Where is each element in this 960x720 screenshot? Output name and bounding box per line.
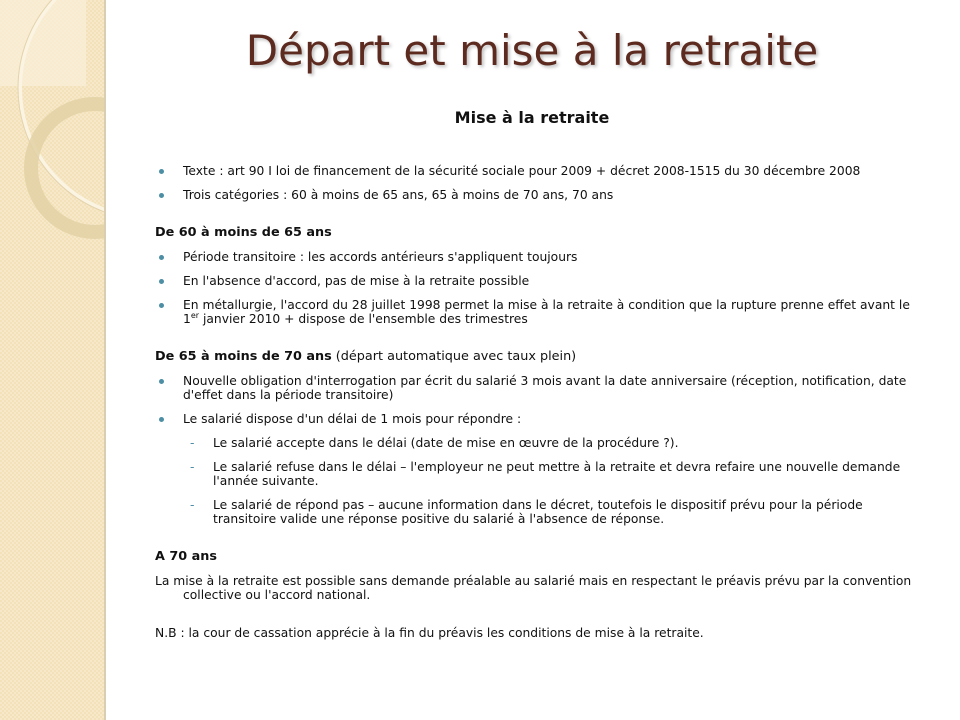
list-item	[155, 164, 925, 178]
dash-icon: -	[190, 498, 195, 512]
list-item-text: Le salarié dispose d'un délai de 1 mois pour répondre :	[183, 412, 522, 426]
list-item	[155, 374, 925, 402]
section-heading: De 60 à moins de 65 ans	[155, 225, 332, 240]
bullet-icon	[159, 193, 164, 198]
bullet-icon	[159, 279, 164, 284]
sub-list-item-text: Le salarié de répond pas – aucune information dans le décret, toutefois le dispositif prévu pour la période transitoire valide une réponse positive du salarié à l'absence de réponse.	[213, 498, 863, 526]
section-paragraph: La mise à la retraite est possible sans demande préalable au salarié mais en respectant le préavis prévu par la convention collective ou l'accord national.	[155, 574, 912, 602]
bullet-icon	[159, 255, 164, 260]
list-item-text: Période transitoire : les accords antérieurs s'appliquent toujours	[183, 250, 578, 264]
list-item	[155, 250, 925, 264]
slide-subtitle: Mise à la retraite	[454, 108, 610, 127]
decorative-circles-icon	[0, 0, 104, 720]
list-item-text: Texte : art 90 I loi de financement de la sécurité sociale pour 2009 + décret 2008-1515 du 30 décembre 2008	[183, 164, 861, 178]
list-item	[155, 298, 925, 326]
sub-list-item-text: Le salarié refuse dans le délai – l'employeur ne peut mettre à la retraite et devra refaire une nouvelle demande l'année suivante.	[213, 460, 901, 488]
bullet-icon	[159, 169, 164, 174]
list-item	[155, 274, 925, 288]
list-item-text: En métallurgie, l'accord du 28 juillet 1998 permet la mise à la retraite à condition que la rupture prenne effet avant le 1er janvier 2010 + dispose de l'ensemble des trimestres	[183, 298, 910, 326]
list-item-text: Trois catégories : 60 à moins de 65 ans, 65 à moins de 70 ans, 70 ans	[183, 188, 614, 202]
bullet-icon	[159, 417, 164, 422]
dash-icon: -	[190, 436, 195, 450]
bullet-icon	[159, 379, 164, 384]
decorative-sidebar	[0, 0, 106, 720]
section-heading: De 65 à moins de 70 ans (départ automatique avec taux plein)	[155, 349, 577, 364]
footnote: N.B : la cour de cassation apprécie à la fin du préavis les conditions de mise à la retraite.	[155, 626, 704, 640]
dash-icon: -	[190, 460, 195, 474]
list-item	[155, 412, 925, 426]
section-heading: A 70 ans	[155, 549, 217, 564]
slide-content	[155, 164, 925, 650]
list-item-text: Nouvelle obligation d'interrogation par écrit du salarié 3 mois avant la date anniversaire (réception, notification, date d'effet dans la période transitoire)	[183, 374, 907, 402]
list-item	[155, 188, 925, 202]
list-item-text: En l'absence d'accord, pas de mise à la retraite possible	[183, 274, 530, 288]
slide-title: Départ et mise à la retraite	[245, 26, 819, 75]
sub-list-item	[155, 436, 925, 450]
sub-list-item	[155, 498, 925, 526]
bullet-icon	[159, 303, 164, 308]
sub-list-item	[155, 460, 925, 488]
sub-list-item-text: Le salarié accepte dans le délai (date de mise en œuvre de la procédure ?).	[213, 436, 679, 450]
